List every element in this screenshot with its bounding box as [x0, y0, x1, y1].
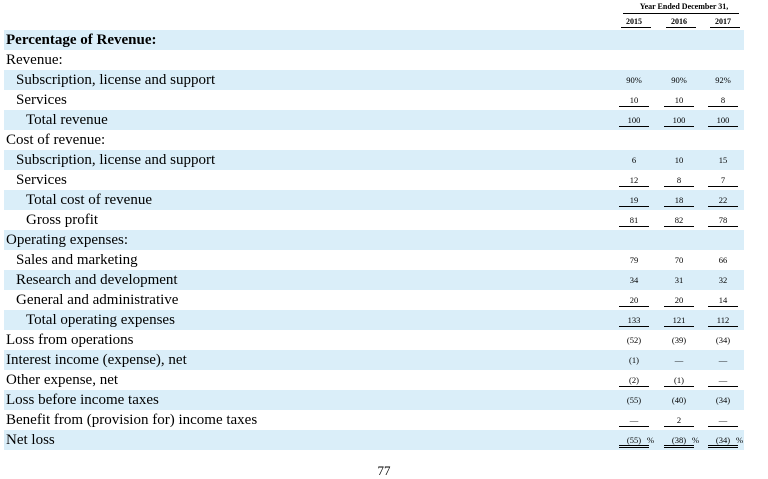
value-cell-2016: 82	[664, 215, 694, 227]
period-header-rule	[623, 13, 739, 14]
value-cell-2017: 7	[708, 175, 738, 187]
value-cell-2016: 31	[674, 275, 684, 285]
value-cell-2015: (2)	[619, 375, 649, 387]
row-label: Research and development	[16, 272, 178, 288]
value-cell-2017: 32	[718, 275, 728, 285]
value-cell-2017: (34)	[715, 335, 731, 345]
year-header-rule	[621, 27, 651, 28]
value-cell-2015: (55)	[619, 435, 649, 448]
value-cell-2015: (52)	[626, 335, 642, 345]
table-row	[4, 230, 744, 250]
value-cell-2015: 100	[619, 115, 649, 127]
table-row	[4, 410, 744, 430]
value-cell-2015: 90%	[626, 75, 642, 85]
percent-suffix: %	[647, 435, 655, 445]
value-cell-2017: 112	[708, 315, 738, 327]
row-label: Services	[16, 92, 67, 108]
table-row	[4, 270, 744, 290]
value-cell-2016: (39)	[671, 335, 687, 345]
value-cell-2017: (34)	[708, 435, 738, 448]
value-cell-2015: —	[619, 415, 649, 427]
value-cell-2016: 10	[674, 155, 684, 165]
table-row	[4, 70, 744, 90]
row-label: Total cost of revenue	[26, 192, 152, 208]
value-cell-2017: 78	[708, 215, 738, 227]
value-cell-2015: 10	[619, 95, 649, 107]
value-cell-2016: 70	[674, 255, 684, 265]
value-cell-2015: (55)	[626, 395, 642, 405]
row-label: Gross profit	[26, 212, 99, 228]
value-cell-2016: —	[674, 355, 684, 365]
row-label: Total revenue	[26, 112, 108, 128]
row-label: Loss before income taxes	[6, 392, 159, 408]
table-row	[4, 30, 744, 50]
year-header-rule	[666, 27, 696, 28]
year-header-2015: 2015	[626, 17, 642, 26]
row-label: Other expense, net	[6, 372, 119, 388]
value-cell-2015: (1)	[629, 355, 639, 365]
year-header-rule	[710, 27, 740, 28]
percent-suffix: %	[736, 435, 744, 445]
value-cell-2017: 22	[708, 195, 738, 207]
percent-suffix: %	[692, 435, 700, 445]
value-cell-2016: 10	[664, 95, 694, 107]
row-label: Interest income (expense), net	[6, 352, 187, 368]
value-cell-2016: 20	[664, 295, 694, 307]
value-cell-2015: 19	[619, 195, 649, 207]
value-cell-2017: —	[718, 355, 728, 365]
row-label: Total operating expenses	[26, 312, 175, 328]
table-row	[4, 290, 744, 310]
table-row	[4, 170, 744, 190]
row-label: Subscription, license and support	[16, 72, 216, 88]
table-row	[4, 150, 744, 170]
value-cell-2016: (38)	[664, 435, 694, 448]
value-cell-2016: (40)	[671, 395, 687, 405]
period-header: Year Ended December 31,	[639, 2, 729, 11]
value-cell-2016: 8	[664, 175, 694, 187]
page-number: 77	[377, 463, 391, 478]
row-label: Revenue:	[6, 52, 63, 68]
value-cell-2017: —	[708, 415, 738, 427]
table-row	[4, 50, 744, 70]
row-label: Operating expenses:	[6, 232, 129, 248]
row-label: Benefit from (provision for) income taxes	[6, 412, 258, 428]
value-cell-2017: 92%	[715, 75, 731, 85]
table-row	[4, 370, 744, 390]
table-row	[4, 250, 744, 270]
year-header-2016: 2016	[671, 17, 687, 26]
value-cell-2016: 100	[664, 115, 694, 127]
value-cell-2016: 18	[664, 195, 694, 207]
row-label: Net loss	[6, 432, 55, 448]
table-row	[4, 310, 744, 330]
value-cell-2016: (1)	[664, 375, 694, 387]
value-cell-2015: 34	[629, 275, 639, 285]
row-label: Subscription, license and support	[16, 152, 216, 168]
value-cell-2017: 15	[718, 155, 728, 165]
table-row	[4, 330, 744, 350]
table-row	[4, 110, 744, 130]
row-label: Sales and marketing	[16, 252, 138, 268]
value-cell-2015: 6	[631, 155, 637, 165]
row-label: General and administrative	[16, 292, 179, 308]
value-cell-2015: 81	[619, 215, 649, 227]
value-cell-2017: —	[708, 375, 738, 387]
table-row	[4, 190, 744, 210]
table-row	[4, 390, 744, 410]
year-header-2017: 2017	[715, 17, 731, 26]
row-label: Loss from operations	[6, 332, 134, 348]
value-cell-2017: (34)	[715, 395, 731, 405]
value-cell-2017: 66	[718, 255, 728, 265]
value-cell-2015: 133	[619, 315, 649, 327]
value-cell-2017: 8	[708, 95, 738, 107]
table-row	[4, 210, 744, 230]
table-row	[4, 430, 744, 450]
table-row	[4, 130, 744, 150]
row-label: Cost of revenue:	[6, 132, 106, 148]
table-row	[4, 350, 744, 370]
row-label: Percentage of Revenue:	[6, 32, 157, 48]
table-row	[4, 90, 744, 110]
value-cell-2016: 90%	[671, 75, 687, 85]
value-cell-2015: 79	[629, 255, 639, 265]
value-cell-2017: 100	[708, 115, 738, 127]
value-cell-2015: 20	[619, 295, 649, 307]
value-cell-2016: 121	[664, 315, 694, 327]
value-cell-2015: 12	[619, 175, 649, 187]
value-cell-2017: 14	[708, 295, 738, 307]
row-label: Services	[16, 172, 67, 188]
value-cell-2016: 2	[664, 415, 694, 427]
